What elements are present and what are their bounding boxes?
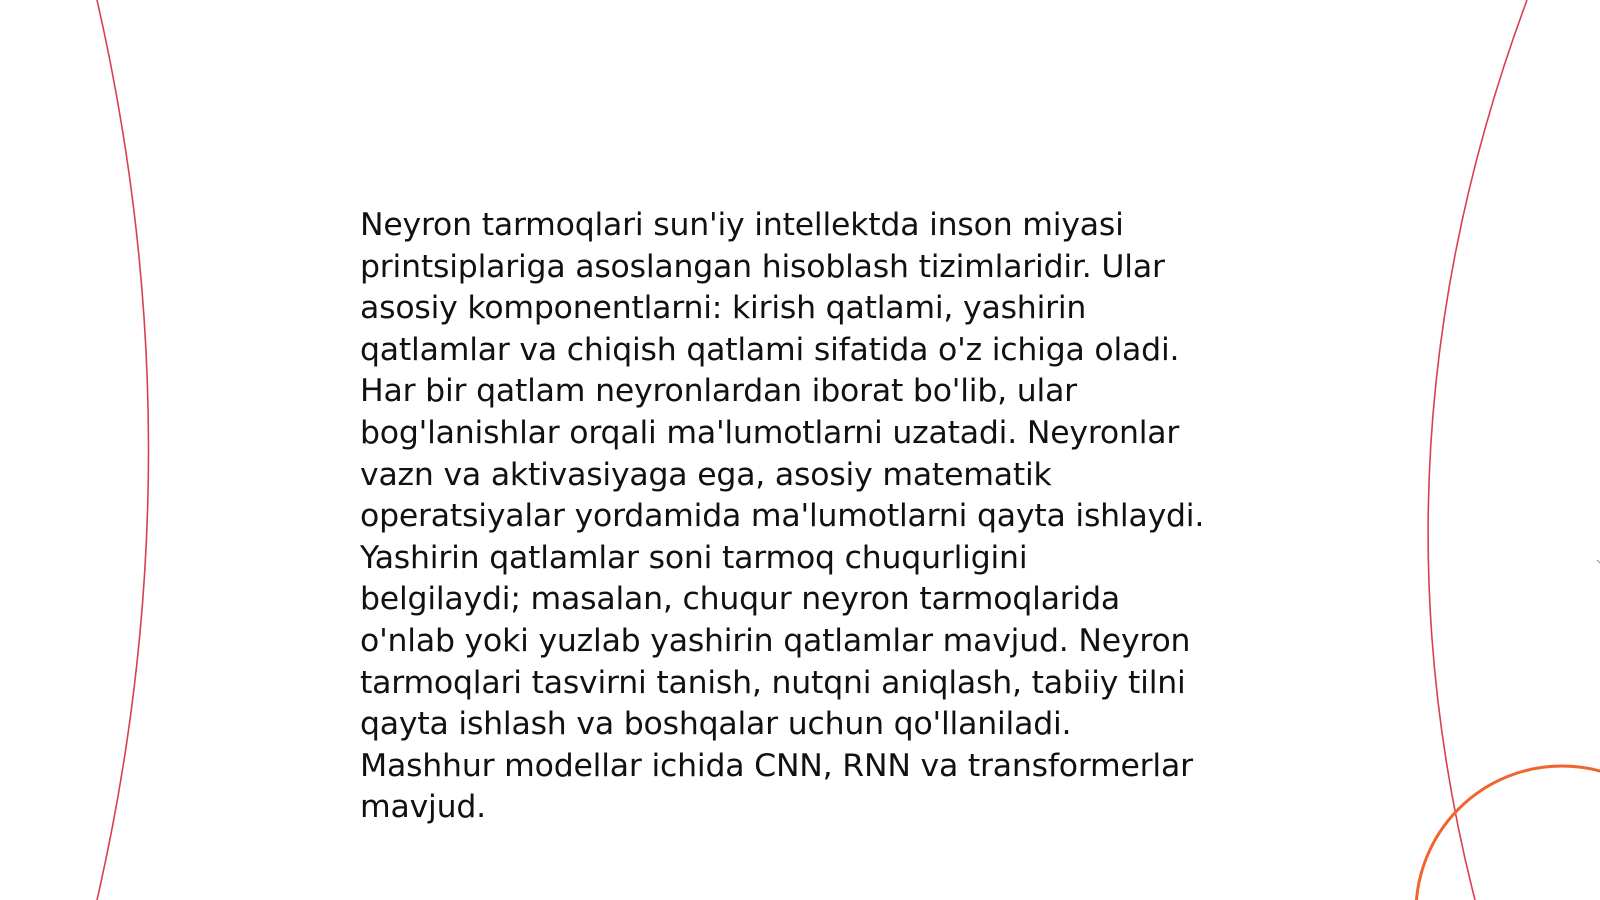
paragraph-line: Neyron tarmoqlari sun'iy intellektda inson miyasi [360,207,1124,243]
paragraph-line: operatsiyalar yordamida ma'lumotlarni qayta ishlaydi. [360,498,1205,535]
right-curved-line [1428,0,1527,900]
paragraph-line: qatlamlar va chiqish qatlami sifatida o'z ichiga oladi. [360,331,1180,368]
left-curved-line [97,0,149,900]
paragraph-line: Yashirin qatlamlar soni tarmoq chuqurligini [360,539,1028,576]
paragraph-line: Har bir qatlam neyronlardan iborat bo'lib, ular [360,373,1077,410]
paragraph-line: printsiplariga asoslangan hisoblash tizimlaridir. Ular [360,248,1165,285]
paragraph-line: belgilaydi; masalan, chuqur neyron tarmoqlarida [360,581,1121,618]
paragraph-line: vazn va aktivasiyaga ega, asosiy matematik [360,456,1052,493]
orange-circle-outline [1416,766,1600,900]
paragraph-line: bog'lanishlar orqali ma'lumotlarni uzatadi. Neyronlar [360,414,1180,451]
paragraph-line: qayta ishlash va boshqalar uchun qo'llaniladi. [360,706,1072,743]
paragraph-line: o'nlab yoki yuzlab yashirin qatlamlar mavjud. Neyron [360,622,1191,659]
paragraph-line: tarmoqlari tasvirni tanish, nutqni aniqlash, tabiiy tilni [360,664,1186,701]
paragraph-line: mavjud. [360,789,486,826]
paragraph-line: Mashhur modellar ichida CNN, RNN va transformerlar [360,747,1193,784]
body-paragraph [360,205,1260,829]
paragraph-line: asosiy komponentlarni: kirish qatlami, yashirin [360,290,1087,327]
